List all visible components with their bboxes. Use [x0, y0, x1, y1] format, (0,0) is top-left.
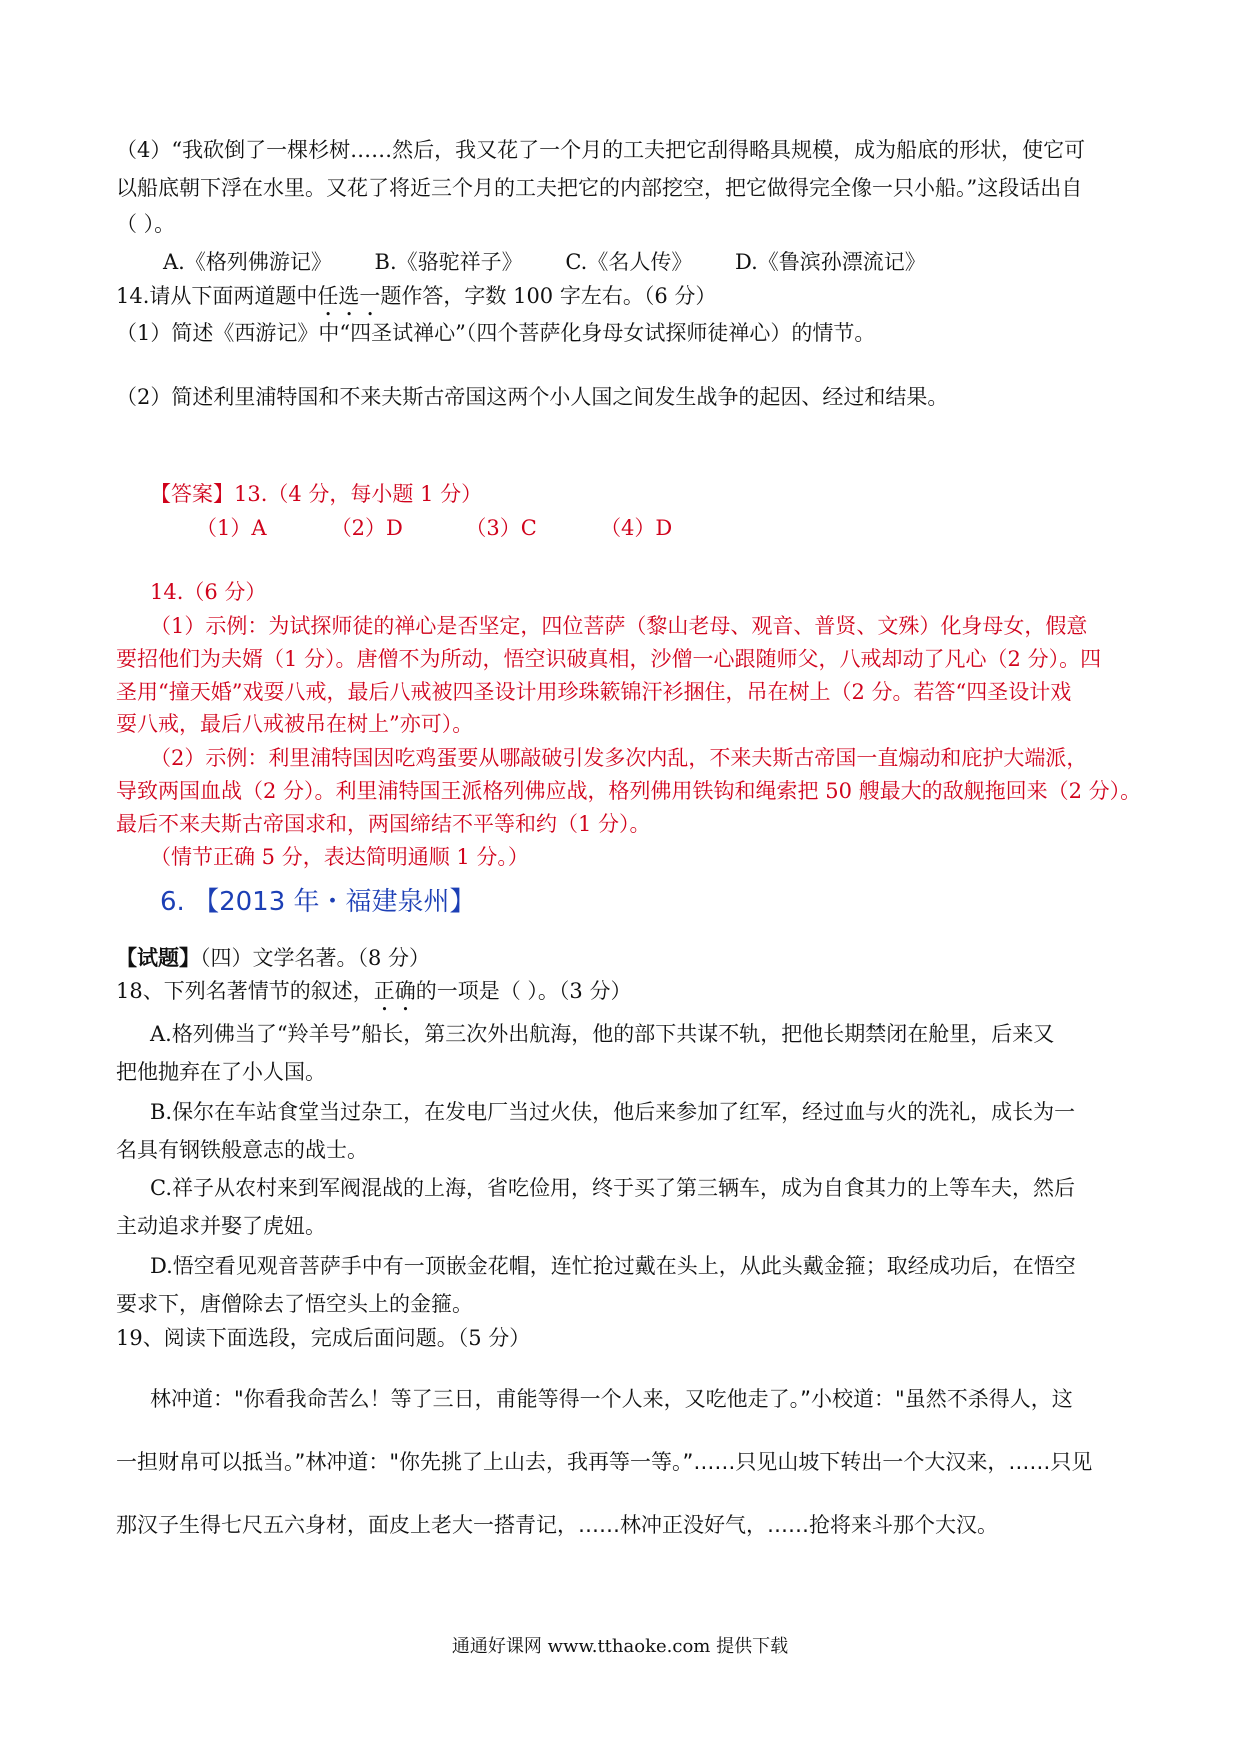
q14-emphasis: 任选一: [317, 284, 381, 308]
answer-13-2: （2）D: [330, 516, 403, 540]
answer-14-p1-line-1: （1）示例：为试探师徒的禅心是否坚定，四位菩萨（黎山老母、观音、普贤、文殊）化身母女，假意: [150, 614, 1088, 638]
answer-14-p2-line-3: 最后不来夫斯古帝国求和，两国缔结不平等和约（1 分）。: [116, 812, 651, 836]
option-b: B.《骆驼祥子》: [374, 250, 523, 274]
q14-heading: 14.请从下面两道题中任选一题作答，字数 100 字左右。（6 分）: [116, 284, 717, 308]
q18-option-a-line-2: 把他抛弃在了小人国。: [116, 1060, 326, 1084]
answer-14-p1-line-2: 要招他们为夫婿（1 分）。唐僧不为所动，悟空识破真相，沙僧一心跟随师父，八戒却动了凡心（2 分）。四: [116, 647, 1102, 671]
answer-14-p2-line-1: （2）示例：利里浦特国因吃鸡蛋要从哪敲破引发多次内乱，不来夫斯古帝国一直煽动和庇护大端派，: [150, 746, 1088, 770]
q19-passage-line-1: 林冲道："你看我命苦么！等了三日，甫能等得一个人来，又吃他走了。”小校道："虽然不杀得人，这: [150, 1387, 1073, 1411]
q18-option-a-line-1: A.格列佛当了“羚羊号”船长，第三次外出航海，他的部下共谋不轨，把他长期禁闭在舱里，后来又: [150, 1022, 1055, 1046]
q14-item-2: （2）简述利里浦特国和不来夫斯古帝国这两个小人国之间发生战争的起因、经过和结果。: [116, 385, 949, 409]
q18-emphasis: 正确: [373, 979, 416, 1003]
q18-option-c-line-2: 主动追求并娶了虎妞。: [116, 1214, 326, 1238]
option-c: C.《名人传》: [565, 250, 693, 274]
q13-4-line-1: （4）“我砍倒了一棵杉树……然后，我又花了一个月的工夫把它刮得略具规模，成为船底的形状，使它可: [116, 138, 1086, 162]
answer-14-p2-line-2: 导致两国血战（2 分）。利里浦特国王派格列佛应战，格列佛用铁钩和绳索把 50 艘最大的敌舰拖回来（2 分）。: [116, 779, 1142, 803]
option-d: D.《鲁滨孙漂流记》: [735, 250, 926, 274]
answer-13-1: （1）A: [196, 516, 267, 540]
q-four-label: 【试题】: [116, 946, 200, 970]
section-6-title: 6. 【2013 年・福建泉州】: [160, 887, 476, 917]
q19-passage-line-3: 那汉子生得七尺五六身材，面皮上老大一搭青记，……林冲正没好气，……抢将来斗那个大汉。: [116, 1513, 998, 1537]
q18-option-d-line-1: D.悟空看见观音菩萨手中有一顶嵌金花帽，连忙抢过戴在头上，从此头戴金箍；取经成功后，在悟空: [150, 1254, 1076, 1278]
q19-heading: 19、阅读下面选段，完成后面问题。（5 分）: [116, 1326, 531, 1350]
q-four-heading: 【试题】（四）文学名著。（8 分）: [116, 946, 431, 970]
q18-option-d-line-2: 要求下，唐僧除去了悟空头上的金箍。: [116, 1292, 473, 1316]
answer-14-p1-line-4: 耍八戒，最后八戒被吊在树上”亦可）。: [116, 712, 474, 736]
q13-4-options: [163, 246, 1177, 278]
q18-option-b-line-2: 名具有钢铁般意志的战士。: [116, 1138, 368, 1162]
q18-option-b-line-1: B.保尔在车站食堂当过杂工，在发电厂当过火伕，他后来参加了红军，经过血与火的洗礼，成长为一: [150, 1100, 1076, 1124]
page-footer: 通通好课网 www.tthaoke.com 提供下载: [451, 1636, 789, 1657]
answer-13-items: [196, 512, 1210, 544]
answer-14-heading: 14.（6 分）: [150, 580, 267, 604]
q18-option-c-line-1: C.祥子从农村来到军阀混战的上海，省吃俭用，终于买了第三辆车，成为自食其力的上等车夫，然后: [150, 1176, 1075, 1200]
answer-13-3: （3）C: [465, 516, 537, 540]
answer-14-note: （情节正确 5 分，表达简明通顺 1 分。）: [150, 845, 529, 869]
q13-4-line-3: （ ）。: [116, 212, 176, 236]
option-a: A.《格列佛游记》: [163, 250, 332, 274]
q19-passage-line-2: 一担财帛可以抵当。”林冲道："你先挑了上山去，我再等一等。”……只见山坡下转出一个大汉来，……只见: [116, 1450, 1093, 1474]
q13-4-line-2: 以船底朝下浮在水里。又花了将近三个月的工夫把它的内部挖空，把它做得完全像一只小船。”这段话出自: [116, 176, 1083, 200]
answer-14-p1-line-3: 圣用“撞天婚”戏耍八戒，最后八戒被四圣设计用珍珠簌锦汗衫捆住，吊在树上（2 分。若答“四圣设计戏: [116, 680, 1072, 704]
answer-13-4: （4）D: [600, 516, 673, 540]
answer-13-heading: 【答案】13.（4 分，每小题 1 分）: [150, 482, 483, 506]
q18-heading: 18、下列名著情节的叙述，正确的一项是（ ）。（3 分）: [116, 979, 632, 1003]
q14-item-1: （1）简述《西游记》中“四圣试禅心”（四个菩萨化身母女试探师徒禅心）的情节。: [116, 321, 876, 345]
